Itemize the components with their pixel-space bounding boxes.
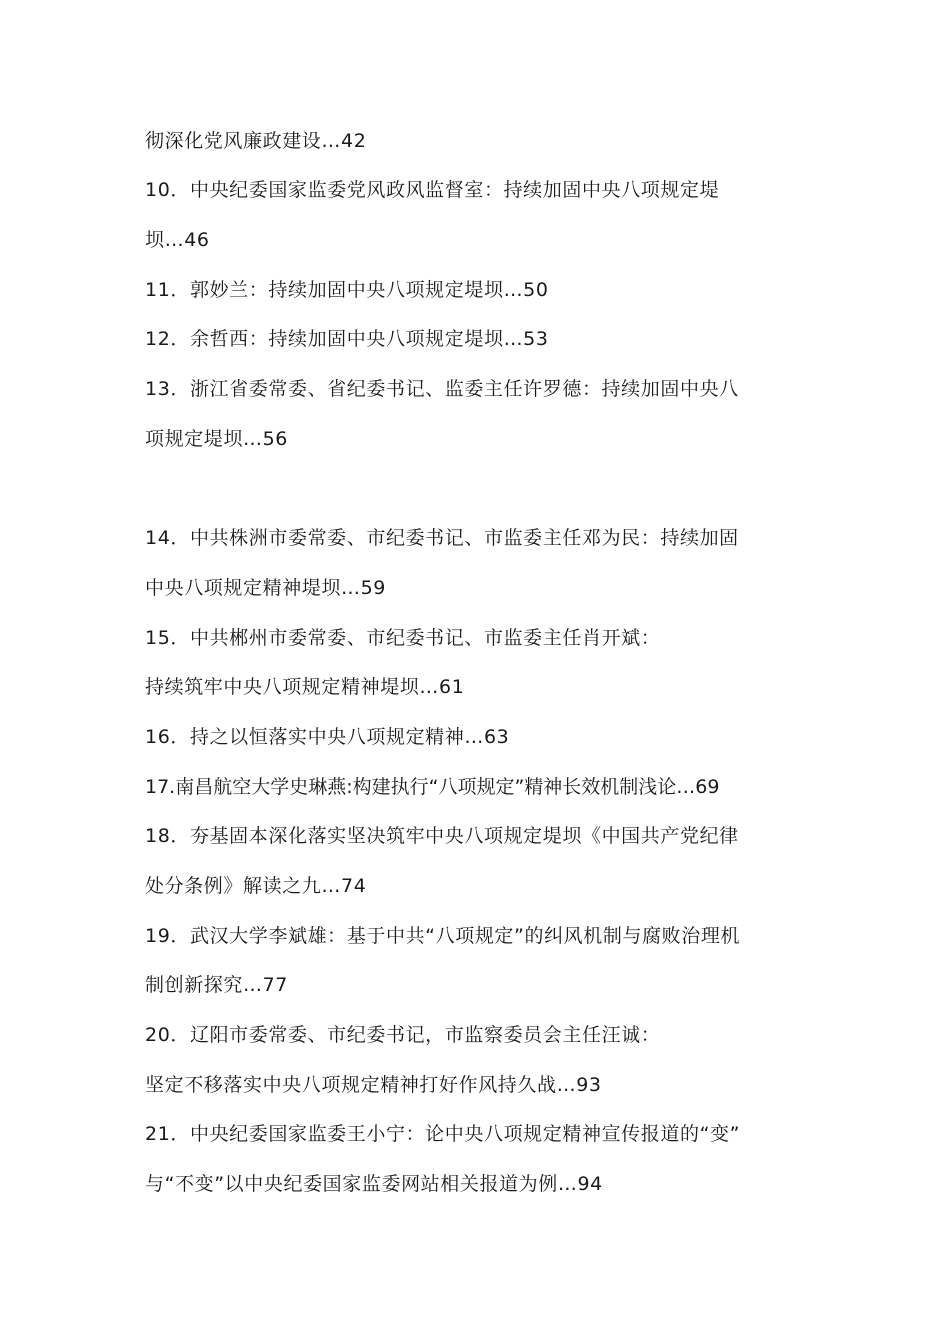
toc-line: 20．辽阳市委常委、市纪委书记，市监察委员会主任汪诚： <box>145 1024 661 1046</box>
toc-line: 19．武汉大学李斌雄：基于中共“八项规定”的纠风机制与腐败治理机 <box>145 925 741 947</box>
toc-line: 17.南昌航空大学史琳燕:构建执行“八项规定”精神长效机制浅论…69 <box>145 776 720 798</box>
toc-line: 持续筑牢中央八项规定精神堤坝…61 <box>145 676 465 698</box>
toc-line: 11．郭妙兰：持续加固中央八项规定堤坝…50 <box>145 279 549 301</box>
toc-line: 13．浙江省委常委、省纪委书记、监委主任许罗德：持续加固中央八 <box>145 378 739 400</box>
toc-line: 15．中共郴州市委常委、市纪委书记、市监委主任肖开斌： <box>145 627 661 649</box>
toc-line: 处分条例》解读之九…74 <box>145 875 367 897</box>
toc-line: 彻深化党风廉政建设…42 <box>145 130 367 152</box>
toc-line: 16．持之以恒落实中央八项规定精神…63 <box>145 726 510 748</box>
toc-line: 坚定不移落实中央八项规定精神打好作风持久战…93 <box>145 1074 602 1096</box>
toc-line: 21．中央纪委国家监委王小宁：论中央八项规定精神宣传报道的“变” <box>145 1123 741 1145</box>
toc-line: 中央八项规定精神堤坝…59 <box>145 577 386 599</box>
toc-line: 12．余哲西：持续加固中央八项规定堤坝…53 <box>145 328 549 350</box>
toc-line: 坝…46 <box>145 229 210 251</box>
toc-line: 10．中央纪委国家监委党风政风监督室：持续加固中央八项规定堤 <box>145 179 720 201</box>
toc-line: 项规定堤坝…56 <box>145 428 288 450</box>
toc-line: 14．中共株洲市委常委、市纪委书记、市监委主任邓为民：持续加固 <box>145 527 739 549</box>
toc-line: 制创新探究…77 <box>145 974 288 996</box>
toc-line: 与“不变”以中央纪委国家监委网站相关报道为例…94 <box>145 1173 603 1195</box>
toc-line: 18．夯基固本深化落实坚决筑牢中央八项规定堤坝《中国共产党纪律 <box>145 825 739 847</box>
